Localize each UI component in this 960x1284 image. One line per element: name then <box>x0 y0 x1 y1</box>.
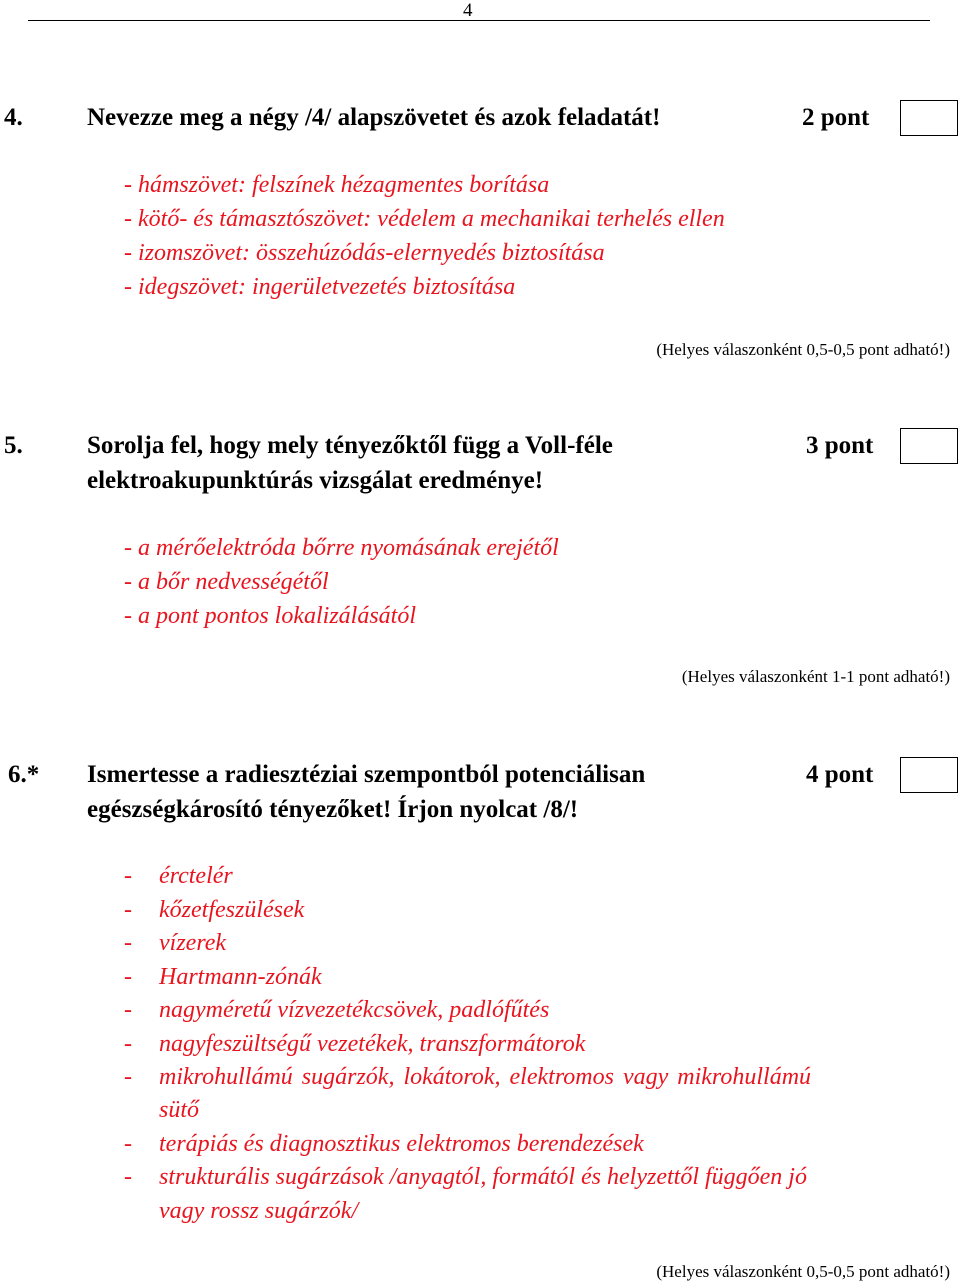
question-5-answer-1: - a mérőelektróda bőrre nyomásának erejétől <box>124 535 559 561</box>
question-6-answer-6: nagyfeszültségű vezetékek, transzformátorok <box>159 1031 586 1057</box>
question-4-number: 4. <box>4 104 23 131</box>
question-6-answer-8: terápiás és diagnosztikus elektromos berendezések <box>159 1131 644 1157</box>
question-6-answer-5-dash: - <box>124 997 132 1023</box>
question-6-number: 6.* <box>8 761 40 788</box>
question-4-answer-4: - idegszövet: ingerületvezetés biztosítása <box>124 274 516 300</box>
question-6-answer-1: érctelér <box>159 863 233 889</box>
question-6-answer-2: kőzetfeszülések <box>159 897 305 923</box>
page-number: 4 <box>463 0 473 21</box>
question-6-answer-2-dash: - <box>124 897 132 923</box>
question-6-answer-9-continuation: vagy rossz sugárzók/ <box>159 1198 359 1224</box>
question-5-answer-2: - a bőr nedvességétől <box>124 569 329 595</box>
question-6-answer-8-dash: - <box>124 1131 132 1157</box>
question-5-answer-3: - a pont pontos lokalizálásától <box>124 603 417 629</box>
question-6-scoring-note: (Helyes válaszonként 0,5-0,5 pont adható!) <box>656 1262 950 1281</box>
question-4-text: Nevezze meg a négy /4/ alapszövetet és azok feladatát! <box>87 104 661 131</box>
question-6-answer-3: vízerek <box>159 930 227 956</box>
question-6-answer-9-dash: - <box>124 1164 132 1190</box>
header-rule <box>28 20 930 21</box>
question-6-points: 4 pont <box>806 761 874 788</box>
question-5-score-box[interactable] <box>900 428 958 464</box>
question-6-answer-5: nagyméretű vízvezetékcsövek, padlófűtés <box>159 997 550 1023</box>
question-6-answer-3-dash: - <box>124 930 132 956</box>
question-6-text-line-1: Ismertesse a radiesztéziai szempontból potenciálisan <box>87 761 646 788</box>
question-4-scoring-note: (Helyes válaszonként 0,5-0,5 pont adható!) <box>656 340 950 359</box>
question-6-answer-9: strukturális sugárzások /anyagtól, formától és helyzettől függően jó <box>159 1164 807 1190</box>
question-6-answer-4: Hartmann-zónák <box>159 964 322 990</box>
question-6-answer-1-dash: - <box>124 863 132 889</box>
question-5-text-line-2: elektroakupunktúrás vizsgálat eredménye! <box>87 467 544 494</box>
question-6-answer-4-dash: - <box>124 964 132 990</box>
question-5-number: 5. <box>4 432 23 459</box>
question-6-answer-7-continuation: sütő <box>159 1097 200 1123</box>
question-5-scoring-note: (Helyes válaszonként 1-1 pont adható!) <box>681 667 950 686</box>
question-6-answer-6-dash: - <box>124 1031 132 1057</box>
question-6-answer-7-dash: - <box>124 1064 132 1090</box>
question-4-answer-2: - kötő- és támasztószövet: védelem a mechanikai terhelés ellen <box>124 206 725 232</box>
question-5-points: 3 pont <box>806 432 874 459</box>
question-5-text-line-1: Sorolja fel, hogy mely tényezőktől függ a Voll-féle <box>87 432 613 459</box>
question-4-answer-1: - hámszövet: felszínek hézagmentes borítása <box>124 172 550 198</box>
question-4-score-box[interactable] <box>900 100 958 136</box>
question-6-answer-7: mikrohullámú sugárzók, lokátorok, elektromos vagy mikrohullámú <box>159 1064 812 1090</box>
question-4-points: 2 pont <box>802 104 870 131</box>
question-6-score-box[interactable] <box>900 757 958 793</box>
question-6-text-line-2: egészségkárosító tényezőket! Írjon nyolcat /8/! <box>87 796 579 823</box>
question-4-answer-3: - izomszövet: összehúzódás-elernyedés biztosítása <box>124 240 605 266</box>
